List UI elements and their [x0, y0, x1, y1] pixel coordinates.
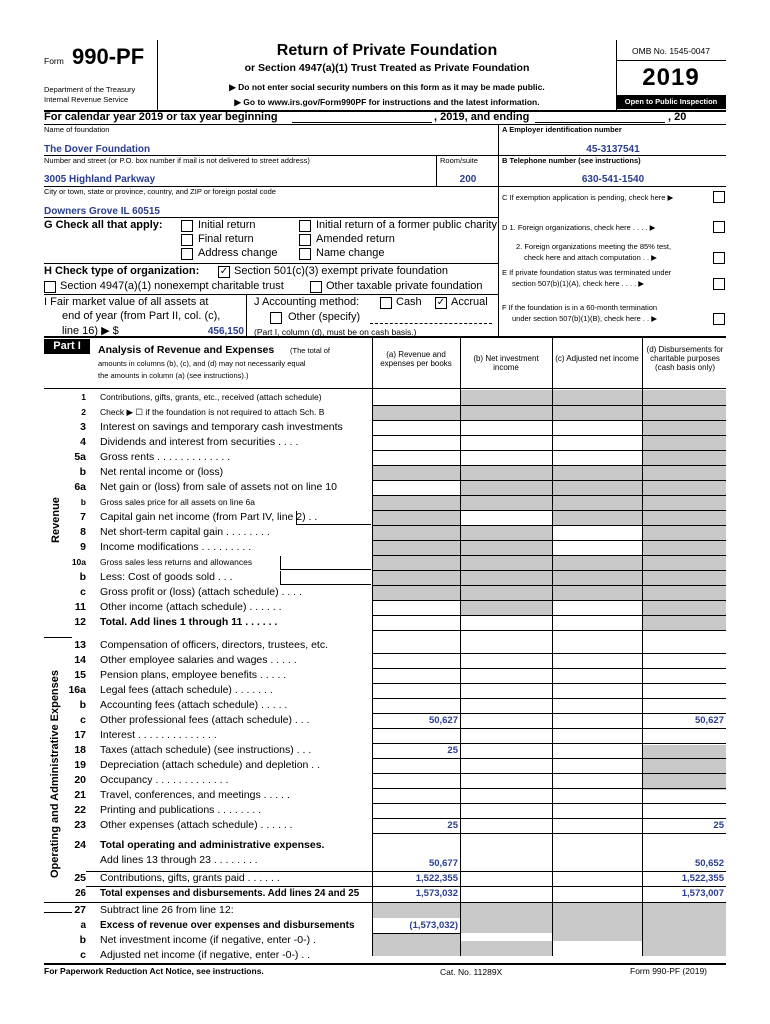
line-number: 3: [80, 421, 86, 433]
d2b-label: check here and attach computation . . ▶: [524, 253, 657, 262]
form-prefix: Form: [44, 56, 64, 66]
col-d-value[interactable]: 50,627: [694, 715, 724, 726]
line-number: 16a: [68, 684, 86, 696]
table-row: [44, 465, 362, 480]
h-label: H Check type of organization:: [44, 265, 200, 277]
part1-tag: Part I: [44, 339, 90, 354]
table-row-24-cont: [44, 853, 362, 868]
catalog-number: Cat. No. 11289X: [440, 967, 503, 977]
line-label: Other expenses (attach schedule) . . . . . .: [100, 819, 293, 831]
exemption-pending-label: C If exemption application is pending, check here ▶: [502, 193, 674, 202]
line-number: a: [80, 920, 86, 931]
line24-col-d[interactable]: 50,652: [694, 858, 724, 869]
line-number: 21: [74, 789, 86, 801]
table-row: [44, 653, 362, 668]
line-number: c: [80, 714, 86, 726]
line-number: 15: [74, 669, 86, 681]
501c3-checkbox[interactable]: ✓: [219, 266, 229, 277]
line-number: 27: [74, 904, 86, 916]
name-label: Name of foundation: [44, 125, 110, 134]
notice-instructions: ▶ Go to www.irs.gov/Form990PF for instructions and the latest information.: [234, 97, 540, 107]
address-change-checkbox[interactable]: [181, 248, 193, 260]
line-label: Excess of revenue over expenses and disbursements: [100, 920, 355, 931]
i-label-line2: end of year (from Part II, col. (c),: [62, 310, 221, 322]
line-number: 6a: [74, 481, 86, 493]
line-label: Add lines 13 through 23 . . . . . . . .: [100, 854, 258, 866]
line-label: Occupancy . . . . . . . . . . . . .: [100, 774, 229, 786]
street-address[interactable]: 3005 Highland Parkway: [44, 174, 156, 185]
line26-col-a[interactable]: 1,573,032: [415, 888, 458, 899]
initial-return-checkbox[interactable]: [181, 220, 193, 232]
table-row-27c: [44, 948, 362, 963]
line-number: 5a: [74, 451, 86, 463]
calendar-ending-label: , 2019, and ending: [434, 111, 530, 123]
line-number: c: [80, 949, 86, 961]
calendar-year-label: For calendar year 2019 or tax year beginning: [44, 111, 278, 123]
other-taxable-label: Other taxable private foundation: [326, 280, 483, 292]
line-label: Less: Cost of goods sold . . .: [100, 571, 233, 583]
table-row: [44, 435, 362, 450]
line-number: 19: [74, 759, 86, 771]
table-row: [44, 773, 362, 788]
line-label: Interest on savings and temporary cash investments: [100, 421, 343, 433]
irs-label: Internal Revenue Service: [44, 95, 129, 104]
col-b-header: (b) Net investment income: [473, 354, 539, 372]
room-label: Room/suite: [440, 156, 478, 165]
d2a-label: 2. Foreign organizations meeting the 85% test,: [516, 242, 672, 251]
line-number: 8: [80, 526, 86, 538]
table-row: [44, 600, 362, 615]
final-return-checkbox[interactable]: [181, 234, 193, 246]
paperwork-notice: For Paperwork Reduction Act Notice, see instructions.: [44, 966, 264, 976]
col-a-value[interactable]: 25: [447, 820, 458, 831]
line25-col-d[interactable]: 1,522,355: [681, 873, 724, 884]
name-change-label: Name change: [316, 247, 385, 259]
phone-label: B Telephone number (see instructions): [502, 156, 641, 165]
ein-label: A Employer identification number: [502, 125, 622, 134]
line-label: Gross sales less returns and allowances: [100, 557, 253, 567]
line-number: 23: [74, 819, 86, 831]
line-label: Net rental income or (loss): [100, 466, 224, 478]
line-label: Dividends and interest from securities . . . .: [100, 436, 299, 448]
cash-checkbox[interactable]: [380, 297, 392, 309]
table-row-27b: [44, 933, 362, 948]
table-row: [44, 788, 362, 803]
notice-ssn: ▶ Do not enter social security numbers on this form as it may be made public.: [229, 82, 545, 92]
part1-desc1: amounts in columns (b), (c), and (d) may not necessarily equal: [98, 359, 306, 368]
line26-col-d[interactable]: 1,573,007: [681, 888, 724, 899]
line-label: Depreciation (attach schedule) and depletion . .: [100, 759, 321, 771]
tax-year-begin-field[interactable]: [292, 122, 432, 123]
table-row: [44, 525, 362, 540]
foundation-name[interactable]: The Dover Foundation: [44, 144, 151, 155]
line-label: Net investment income (if negative, enter -0-) .: [100, 934, 316, 946]
street-label: Number and street (or P.O. box number if mail is not delivered to street address): [44, 156, 310, 165]
line-number: 4: [80, 436, 86, 448]
amended-return-label: Amended return: [316, 233, 395, 245]
table-row: [44, 743, 362, 758]
table-row: [44, 713, 362, 728]
501c3-label: Section 501(c)(3) exempt private foundation: [234, 265, 449, 277]
line-label: Income modifications . . . . . . . . .: [100, 541, 252, 553]
line-number: 18: [74, 744, 86, 756]
line-label: Other income (attach schedule) . . . . . .: [100, 601, 282, 613]
foreign-85-checkbox[interactable]: [713, 252, 725, 264]
col-d-header: (d) Disbursements for charitable purposes (cash basis only): [646, 345, 724, 372]
line-number: b: [79, 571, 86, 583]
table-row: [44, 540, 362, 555]
part1-title: Analysis of Revenue and Expenses: [98, 344, 275, 356]
line-label: Subtract line 26 from line 12:: [100, 904, 234, 916]
line-label: Other professional fees (attach schedule) . . .: [100, 714, 310, 726]
other-taxable-checkbox[interactable]: [310, 281, 322, 293]
form-number: 990-PF: [72, 44, 145, 69]
exemption-pending-checkbox[interactable]: [713, 191, 725, 203]
line-number: 20: [74, 774, 86, 786]
g-label: G Check all that apply:: [44, 219, 163, 231]
line-label: Contributions, gifts, grants, etc., received (attach schedule): [100, 392, 322, 402]
line-number: 7: [80, 511, 86, 523]
f2-label: under section 507(b)(1)(B), check here . . ▶: [512, 314, 657, 323]
city-label: City or town, state or province, country, and ZIP or foreign postal code: [44, 187, 276, 196]
expenses-side-label: Operating and Administrative Expenses: [49, 669, 61, 879]
4947-checkbox[interactable]: [44, 281, 56, 293]
line-number: 22: [74, 804, 86, 816]
footer-form-name: Form 990-PF (2019): [630, 966, 707, 976]
table-row: [44, 585, 362, 600]
tax-year-end-field[interactable]: [535, 122, 665, 123]
4947-label: Section 4947(a)(1) nonexempt charitable trust: [60, 280, 284, 292]
sixty-month-checkbox[interactable]: [713, 313, 725, 325]
line-label: Taxes (attach schedule) (see instructions) . . .: [100, 744, 312, 756]
cash-basis-note: (Part I, column (d), must be on cash basis.): [254, 327, 417, 337]
table-row: [44, 420, 362, 435]
revenue-side-label: Revenue: [50, 497, 62, 543]
table-row: [44, 570, 362, 585]
line-label: Net gain or (loss) from sale of assets not on line 10: [100, 481, 337, 493]
table-row: [44, 668, 362, 683]
line-label: Net short-term capital gain . . . . . . . .: [100, 526, 270, 538]
table-row: [44, 480, 362, 495]
city-state-zip[interactable]: Downers Grove IL 60515: [44, 206, 160, 217]
i-label-line1: I Fair market value of all assets at: [44, 296, 209, 308]
ein-value[interactable]: 45-3137541: [586, 144, 640, 155]
e1-label: E If private foundation status was terminated under: [502, 268, 672, 277]
j-label: J Accounting method:: [254, 296, 360, 308]
line-number: c: [80, 586, 86, 598]
line24-col-a[interactable]: 50,677: [428, 858, 458, 869]
line-number: b: [79, 934, 86, 946]
omb-number: OMB No. 1545-0047: [632, 46, 710, 56]
line-label: Printing and publications . . . . . . . .: [100, 804, 262, 816]
line-number: 1: [81, 392, 86, 402]
table-row-25: [44, 871, 362, 886]
line-label: Pension plans, employee benefits . . . . .: [100, 669, 287, 681]
table-row-26: [44, 886, 362, 901]
line25-col-a[interactable]: 1,522,355: [415, 873, 458, 884]
table-row: [44, 638, 362, 653]
col-a-value[interactable]: 50,627: [428, 715, 458, 726]
col-c-header: (c) Adjusted net income: [555, 354, 639, 363]
line-number: 13: [74, 639, 86, 651]
other-method-checkbox[interactable]: [270, 312, 282, 324]
line-label: Total operating and administrative expenses.: [100, 839, 325, 851]
line-label: Total. Add lines 1 through 11 . . . . . .: [100, 616, 278, 628]
line-number: 2: [81, 407, 86, 417]
e2-label: section 507(b)(1)(A), check here . . . . ▶: [512, 279, 645, 288]
table-row: [44, 803, 362, 818]
table-row: [44, 818, 362, 833]
phone-number[interactable]: 630-541-1540: [581, 174, 645, 185]
name-change-checkbox[interactable]: [299, 248, 311, 260]
line-number: 12: [74, 616, 86, 628]
fmv-value[interactable]: 456,150: [207, 326, 244, 337]
line-label: Capital gain net income (from Part IV, line 2) . .: [100, 511, 318, 523]
table-row: [44, 555, 362, 570]
line-number: 25: [74, 872, 86, 884]
line-label: Compensation of officers, directors, trustees, etc.: [100, 639, 328, 651]
line-label: Legal fees (attach schedule) . . . . . . .: [100, 684, 273, 696]
initial-return-label: Initial return: [198, 219, 256, 231]
col-a-header: (a) Revenue and expenses per books: [380, 350, 452, 368]
line-number: b: [79, 699, 86, 711]
line-label: Contributions, gifts, grants paid . . . . . .: [100, 872, 280, 884]
table-row: [44, 495, 362, 510]
initial-return-former-checkbox[interactable]: [299, 220, 311, 232]
table-row: [44, 510, 362, 525]
table-row: [44, 405, 362, 420]
line-number: 9: [80, 541, 86, 553]
d1-label: D 1. Foreign organizations, check here . . . . ▶: [502, 223, 656, 232]
line-label: Adjusted net income (if negative, enter -0-) . .: [100, 949, 311, 961]
line-number: 17: [74, 729, 86, 741]
table-row: [44, 698, 362, 713]
line-label: Travel, conferences, and meetings . . . . .: [100, 789, 290, 801]
form-subtitle: or Section 4947(a)(1) Trust Treated as Private Foundation: [244, 62, 530, 74]
amended-return-checkbox[interactable]: [299, 234, 311, 246]
line-label: Gross sales price for all assets on line 6a: [100, 497, 255, 507]
col-d-value[interactable]: 25: [713, 820, 724, 831]
line-label: Gross profit or (loss) (attach schedule) . . . .: [100, 586, 302, 598]
line-number: 11: [74, 601, 86, 613]
part1-desc-a: (The total of: [290, 346, 331, 355]
table-row-27a: [44, 918, 362, 933]
room-suite[interactable]: 200: [459, 174, 477, 185]
dept-treasury: Department of the Treasury: [44, 85, 136, 94]
col-a-value[interactable]: 25: [447, 745, 458, 756]
table-row: [44, 728, 362, 743]
table-row-27: [44, 903, 362, 918]
tax-year: 2019: [642, 64, 700, 91]
f1-label: F If the foundation is in a 60-month termination: [502, 303, 658, 312]
line-number: 26: [75, 888, 86, 899]
i-label-line3: line 16) ▶ $: [62, 325, 119, 337]
line-number: 24: [74, 839, 86, 851]
foreign-org-checkbox[interactable]: [713, 221, 725, 233]
part1-desc2: the amounts in column (a) (see instructions).): [98, 371, 249, 380]
accrual-label: Accrual: [451, 296, 488, 308]
cash-label: Cash: [396, 296, 422, 308]
line-number: b: [80, 497, 86, 507]
calendar-20-label: , 20: [668, 111, 687, 123]
table-row: [44, 615, 362, 630]
line-number: 10a: [71, 557, 86, 567]
form-title: Return of Private Foundation: [276, 42, 498, 59]
status-terminated-checkbox[interactable]: [713, 278, 725, 290]
table-row: [44, 450, 362, 465]
other-method-label: Other (specify): [288, 311, 361, 323]
line-label: Accounting fees (attach schedule) . . . . .: [100, 699, 288, 711]
accrual-checkbox[interactable]: ✓: [436, 297, 446, 308]
table-row-24: [44, 838, 362, 853]
initial-return-former-label: Initial return of a former public charity: [316, 219, 497, 231]
line-number: 14: [74, 654, 86, 666]
address-change-label: Address change: [198, 247, 278, 259]
table-row: [44, 758, 362, 773]
table-row: [44, 683, 362, 698]
line-label: Interest . . . . . . . . . . . . . .: [100, 729, 217, 741]
line-label: Total expenses and disbursements. Add lines 24 and 25: [100, 888, 360, 899]
other-method-field[interactable]: [370, 323, 492, 324]
line-number: b: [79, 466, 86, 478]
line27a-col-a[interactable]: (1,573,032): [409, 920, 458, 931]
line-label: Other employee salaries and wages . . . . .: [100, 654, 297, 666]
line-label: Gross rents . . . . . . . . . . . . .: [100, 451, 231, 463]
final-return-label: Final return: [198, 233, 254, 245]
open-inspection-badge: Open to Public Inspection: [616, 95, 726, 109]
line-label: Check ▶ ☐ if the foundation is not required to attach Sch. B: [100, 407, 325, 417]
table-row: [44, 390, 362, 405]
